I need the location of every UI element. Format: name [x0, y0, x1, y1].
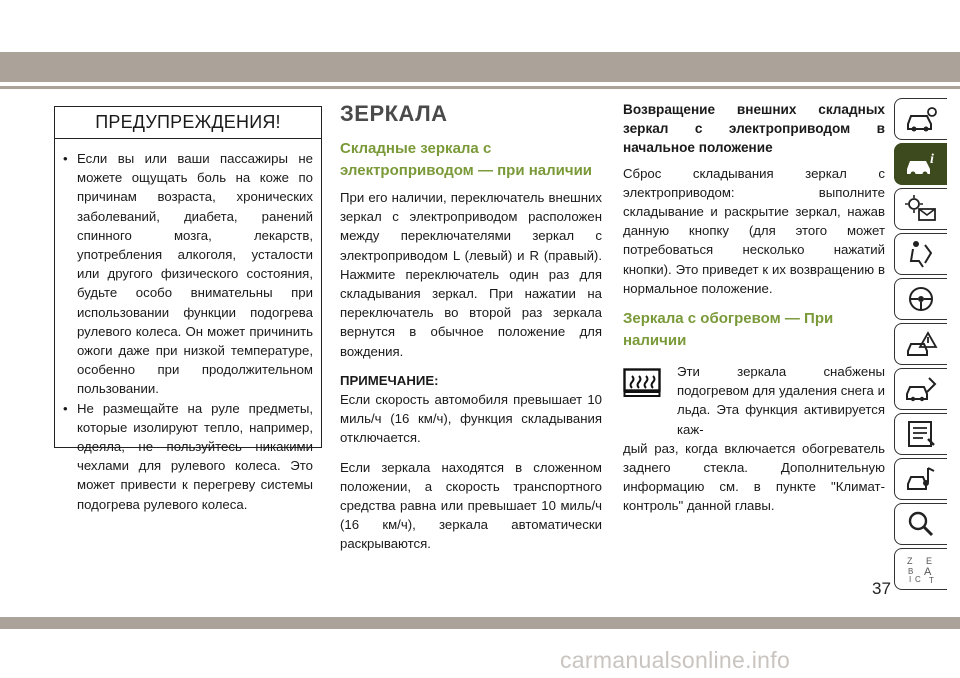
maintenance-icon [904, 374, 938, 404]
footer-bar [0, 617, 960, 629]
rear-defrost-icon [623, 368, 661, 398]
warning-list [55, 139, 321, 514]
svg-text:A: A [924, 566, 932, 578]
warning-lights-icon [904, 194, 938, 224]
warning-item-text: Не размещайте на руле предметы, которые изолируют тепло, например, одеяла, не пользуйтесь никакими чехлами для рулевого колеса. Это может привести к перегреву системы подогрева рулевого колеса. [77, 400, 313, 512]
tab-emergency[interactable] [894, 323, 947, 365]
warning-item [63, 399, 313, 514]
bullet: • [63, 151, 68, 166]
svg-text:i: i [930, 152, 934, 167]
watermark: carmanualsonline.info [560, 647, 791, 673]
tab-index[interactable] [894, 548, 947, 590]
tab-car-exterior[interactable] [894, 98, 947, 140]
tab-warning-lights[interactable] [894, 188, 947, 230]
section-title: ЗЕРКАЛА [340, 101, 448, 126]
header-rule [0, 86, 960, 89]
folded-speed-paragraph: Если зеркала находятся в сложенном положении, а скорость транспортного средства равна или превышает 10 миль/ч (16 км/ч), зеркала автоматически раскрываются. [340, 459, 602, 552]
reset-heading: Возвращение внешних складных зеркал с электроприводом в начальное положение [623, 102, 885, 156]
tab-starting-driving[interactable] [894, 278, 947, 320]
car-exterior-icon [904, 104, 938, 134]
multimedia-icon [904, 464, 938, 494]
svg-text:C: C [915, 575, 921, 584]
svg-text:T: T [929, 576, 934, 584]
starting-driving-icon [904, 284, 938, 314]
warning-item-text: Если вы или ваши пассажиры не можете ощущать боль на коже по причинам возраста, хронических заболеваний, диабета, ранений спинного мозга, лекарств, употребления алкоголя, усталости или другого физического состояния, будьте особо внимательны при использовании функции подогрева рулевого колеса. Он может причинить ожоги даже при низкой температуре, особенно при продолжительном пользовании. [77, 151, 313, 397]
mirrors-column [340, 100, 602, 564]
index-icon [904, 554, 938, 584]
heated-paragraph-first: Эти зеркала снабжены подогревом для удаления снега и льда. Эта функция активируется каж- [677, 364, 885, 437]
warning-title: ПРЕДУПРЕЖДЕНИЯ! [55, 107, 321, 139]
chapter-tabs [894, 98, 947, 593]
car-info-icon [904, 149, 938, 179]
folding-paragraph: При его наличии, переключатель внешних зеркал с электроприводом расположен между переключателями зеркал с электроприводом L (левый) и R (правый). Нажмите переключатель один раз для складывания зеркал. При нажатии на переключатель во второй раз зеркала вернутся в обычное положение для вождения. [340, 190, 602, 359]
airbag-safety-icon [904, 239, 938, 269]
svg-text:E: E [926, 556, 933, 566]
svg-text:B: B [908, 567, 914, 576]
subheading-folding-mirrors: Складные зеркала с электроприводом — при наличии [340, 140, 593, 179]
note-label: ПРИМЕЧАНИЕ: [340, 372, 439, 388]
top-margin [0, 0, 960, 44]
page-number: 37 [872, 579, 891, 598]
heated-mirrors-block [623, 362, 885, 516]
tab-multimedia[interactable] [894, 458, 947, 500]
warning-item [63, 149, 313, 399]
note-text: Если скорость автомобиля превышает 10 миль/ч (16 км/ч), функция складывания отключается. [340, 392, 602, 446]
tab-airbag-safety[interactable] [894, 233, 947, 275]
reset-paragraph: Сброс складывания зеркал с электроприводом: выполните складывание и раскрытие зеркал, нажав данную кнопку (для этого может потребоваться несколько нажатий кнопки). Это приведет к их возвращению в нормальное положение. [623, 165, 885, 296]
svg-text:I: I [909, 575, 912, 584]
tab-search[interactable] [894, 503, 947, 545]
tab-specifications[interactable] [894, 413, 947, 455]
tab-maintenance[interactable] [894, 368, 947, 410]
reset-heated-column [623, 100, 885, 516]
tab-car-info[interactable] [894, 143, 947, 185]
heated-paragraph-rest: дый раз, когда включается обогреватель заднего стекла. Дополнительную информацию см. в пункте "Климат-контроль" данной главы. [623, 440, 885, 514]
emergency-icon [904, 329, 938, 359]
specifications-icon [904, 419, 938, 449]
subheading-heated-mirrors: Зеркала с обогревом — При наличии [623, 310, 834, 350]
bullet: • [63, 400, 68, 416]
svg-text:Z: Z [907, 556, 913, 566]
warning-box [54, 106, 322, 512]
header-bar [0, 52, 960, 82]
search-icon [904, 509, 938, 539]
